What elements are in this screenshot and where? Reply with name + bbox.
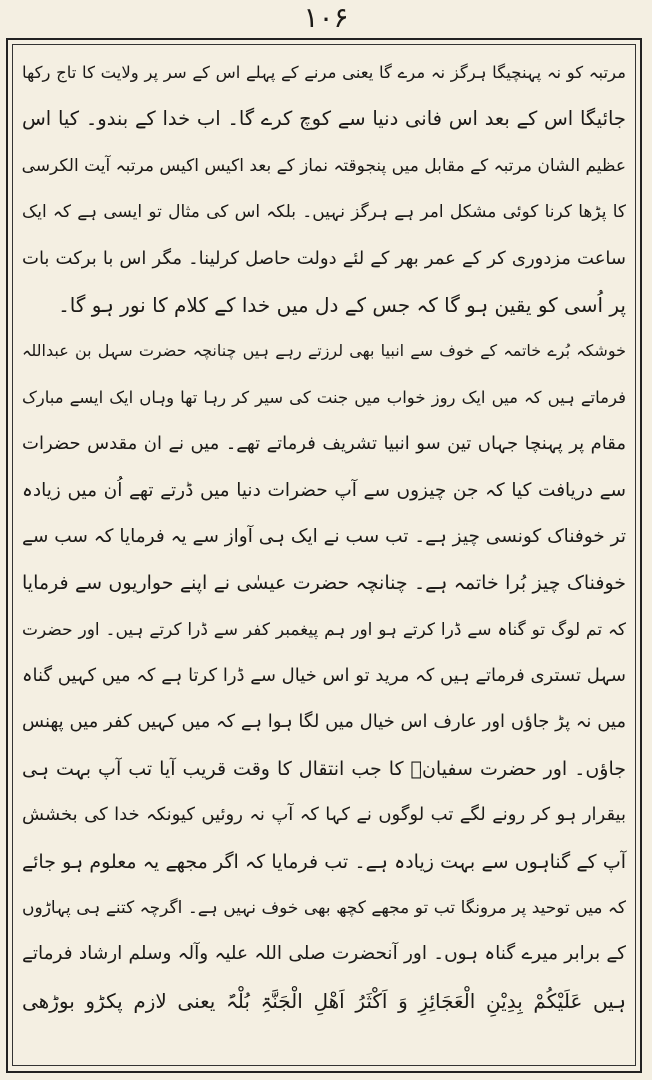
text-line: سہل تستری فرماتے ہیں کہ مرید تو اس خیال سے ڈرا کرتا ہے کہ میں کہیں گناہ xyxy=(22,665,626,687)
text-line: کے برابر میرے گناہ ہوں۔ اور آنحضرت صلی اللہ علیہ وآلہ وسلم ارشاد فرماتے xyxy=(22,943,626,965)
text-line: سے دریافت کیا کہ جن چیزوں سے آپ حضرات دنیا میں ڈرتے تھے اُن میں زیادہ xyxy=(22,479,626,501)
text-line: ہیں عَلَیْکُمْ بِدِیْنِ الْعَجَائِزِ وَ اَکْثَرُ اَھْلِ الْجَنَّۃِ بُلْہٌ یعنی لازم پکڑو بوڑھی xyxy=(22,988,626,1013)
text-line: تر خوفناک کونسی چیز ہے۔ تب سب نے ایک ہی آواز سے یہ فرمایا کہ سب سے xyxy=(22,525,626,547)
text-line: مقام پر پہنچا جہاں تین سو انبیا تشریف فرماتے تھے۔ میں نے ان مقدس حضرات xyxy=(22,433,626,455)
text-line: جائیگا اس کے بعد اس فانی دنیا سے کوچ کرے گا۔ اب خدا کے بندو۔ کیا اس xyxy=(22,107,626,131)
text-line: خوفناک چیز بُرا خاتمہ ہے۔ چنانچہ حضرت عیسٰی نے اپنے حواریوں سے فرمایا xyxy=(22,572,626,595)
text-line: فرماتے ہیں کہ میں ایک روز خواب میں جنت کی سیر کر رہا تھا وہاں ایک ایسے مبارک xyxy=(22,387,626,407)
text-line: آپ کے گناہوں سے بہت زیادہ ہے۔ تب فرمایا کہ اگر مجھے یہ معلوم ہو جائے xyxy=(22,850,626,873)
text-line: پر اُسی کو یقین ہو گا کہ جس کے دل میں خدا کے کلام کا نور ہو گا۔ xyxy=(58,292,626,317)
text-line: ساعت مزدوری کر کے عمر بھر کے لئے دولت حاصل کرلینا۔ مگر اس با برکت بات xyxy=(22,247,626,269)
text-line: کہ تم لوگ تو گناہ سے ڈرا کرتے ہو اور ہم پیغمبر کفر سے ڈرا کرتے ہیں۔ اور حضرت xyxy=(22,619,626,640)
text-line: خوشکہ بُرے خاتمہ کے خوف سے انبیا بھی لرزتے رہے ہیں چنانچہ حضرت سہل بن عبداللہ xyxy=(22,341,626,361)
page-number: ۱۰۶ xyxy=(303,1,349,34)
text-line: میں نہ پڑ جاؤں اور عارف اس خیال میں لگا ہوا ہے کہ میں کہیں کفر میں پھنس xyxy=(22,711,626,733)
text-line: کا پڑھا کرنا کوئی مشکل امر ہے ہرگز نہیں۔ بلکہ اس کی مثال تو ایسی ہے کہ ایک xyxy=(22,202,626,223)
text-line: عظیم الشان مرتبہ کے مقابل میں پنجوقتہ نماز کے بعد اکیس اکیس مرتبہ آیت الکرسی xyxy=(21,155,626,176)
text-line: جاؤں۔ اور حضرت سفیانؒ کا جب انتقال کا وقت قریب آیا تب آپ بہت ہی xyxy=(22,757,626,780)
body-text xyxy=(18,50,630,1060)
text-line: مرتبہ کو نہ پہنچیگا ہرگز نہ مرے گا یعنی مرنے کے پہلے اس کے سر پر ولایت کا تاج رکھا xyxy=(22,63,626,82)
text-line: کہ میں توحید پر مرونگا تب تو مجھے کچھ بھی خوف نہیں ہے۔ اگرچہ کتنے ہی پہاڑوں xyxy=(22,898,626,919)
text-line: بیقرار ہو کر رونے لگے تب لوگوں نے کہا کہ آپ نہ روئیں کیونکہ خدا کی بخشش xyxy=(22,804,626,826)
